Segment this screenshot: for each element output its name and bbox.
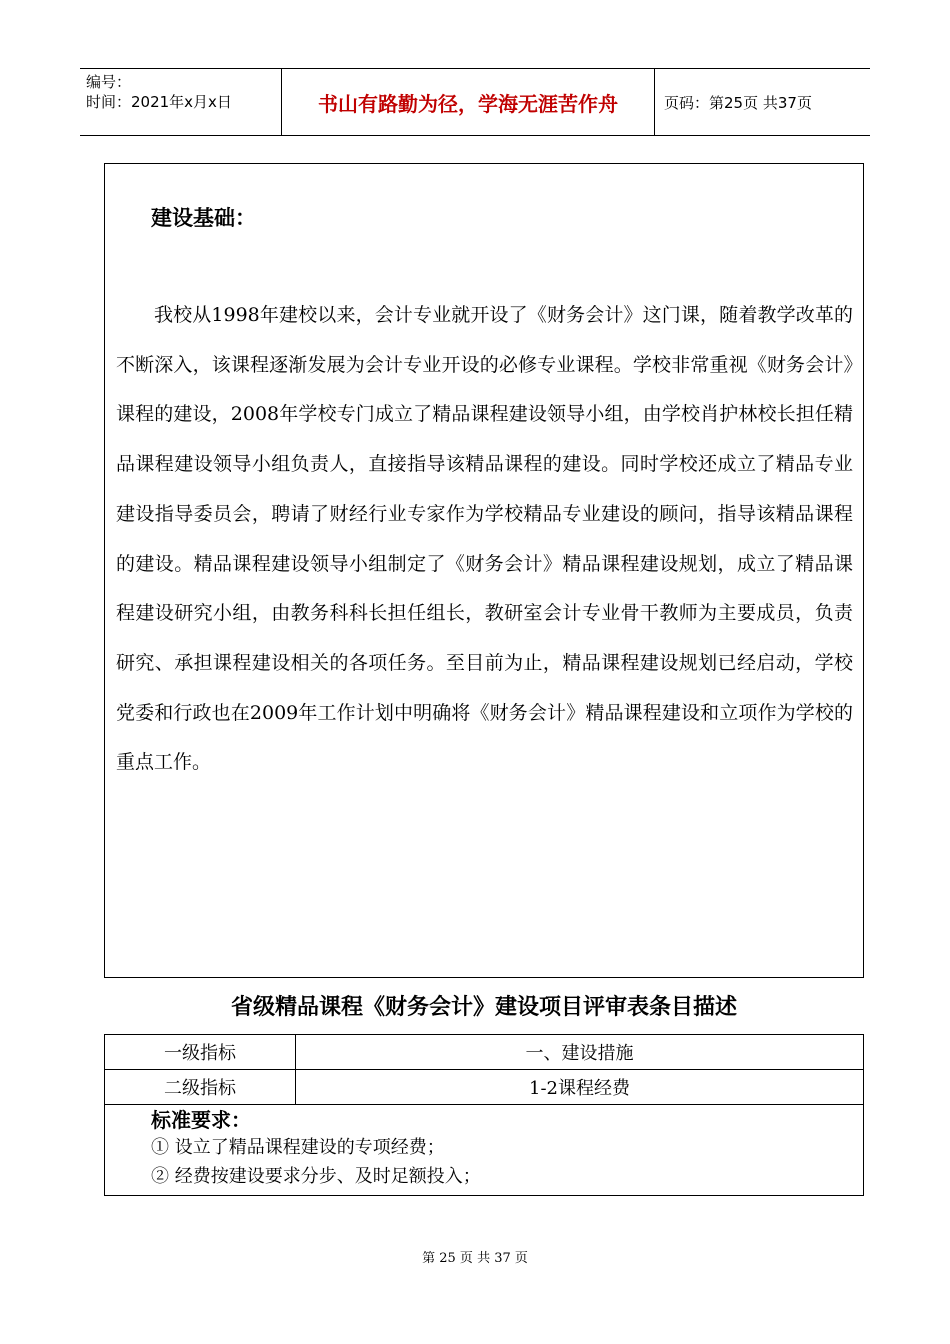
table-row <box>105 1035 864 1070</box>
standard-cell <box>105 1105 864 1196</box>
header-meta <box>86 72 282 112</box>
number-label: 编号： <box>86 73 132 91</box>
row-key: 二级指标 <box>105 1070 296 1105</box>
row-key: 一级指标 <box>105 1035 296 1070</box>
header-page-info: 页码：第25页 共37页 <box>664 93 812 112</box>
table-row <box>105 1070 864 1105</box>
header-motto: 书山有路勤为径，学海无涯苦作舟 <box>318 91 618 116</box>
standard-item: ② 经费按建设要求分步、及时足额投入； <box>151 1166 481 1187</box>
standard-item: ① 设立了精品课程建设的专项经费； <box>151 1137 445 1158</box>
section-paragraph: 我校从1998年建校以来，会计专业就开设了《财务会计》这门课，随着教学改革的不断深入，该课程逐渐发展为会计专业开设的必修专业课程。学校非常重视《财务会计》课程的建设，2008年学校专门成立了精品课程建设领导小组，由学校肖护林校长担任精品课程建设领导小组负责人，直接指导该精品课程的建设。同时学校还成立了精品专业建设指导委员会，聘请了财经行业专家作为学校精品专业建设的顾问，指导该精品课程的建设。精品课程建设领导小组制定了《财务会计》精品课程建设规划，成立了精品课程建设研究小组，由教务科科长担任组长，教研室会计专业骨干教师为主要成员，负责研究、承担课程建设相关的各项任务。至目前为止，精品课程建设规划已经启动，学校党委和行政也在2009年工作计划中明确将《财务会计》精品课程建设和立项作为学校的重点工作。 <box>116 304 853 774</box>
section-heading: 建设基础： <box>151 206 256 230</box>
table-row <box>105 1105 864 1196</box>
criteria-table <box>104 1034 864 1196</box>
time-label: 时间：2021年x月x日 <box>86 93 232 111</box>
row-value: 一、建设措施 <box>296 1035 864 1070</box>
construction-basis-box <box>104 163 864 978</box>
page-footer: 第 25 页 共 37 页 <box>422 1251 528 1266</box>
review-title: 省级精品课程《财务会计》建设项目评审表条目描述 <box>230 995 737 1020</box>
page-header <box>80 68 870 136</box>
row-value: 1-2课程经费 <box>296 1070 864 1105</box>
header-divider <box>654 69 655 135</box>
standard-title: 标准要求： <box>151 1108 251 1132</box>
